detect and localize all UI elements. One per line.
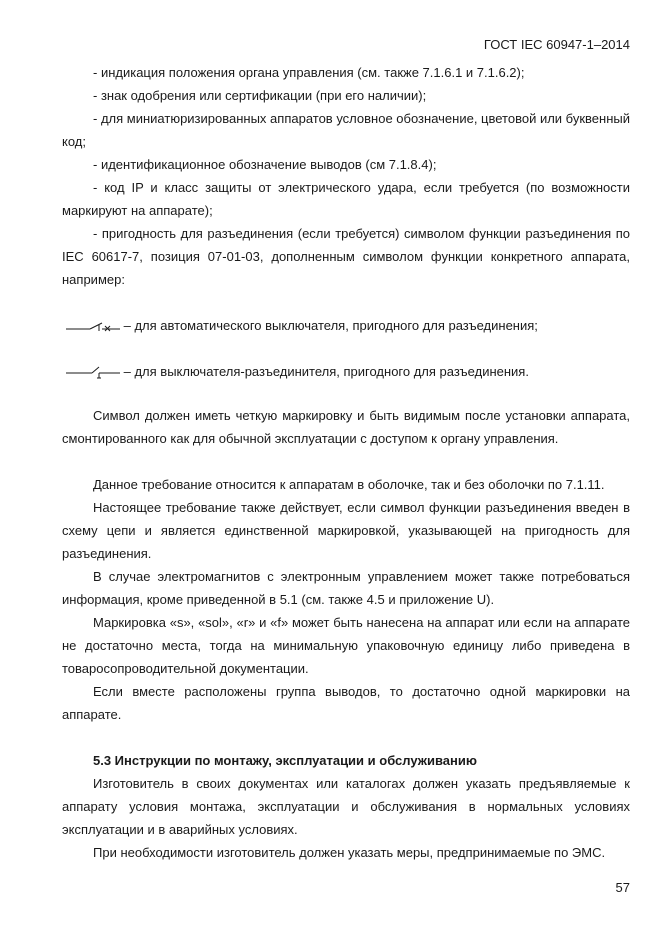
- list-item: - для миниатюризированных аппаратов условное обозначение, цветовой или буквенный код;: [62, 111, 630, 149]
- list-item: - знак одобрения или сертификации (при его наличии);: [93, 88, 427, 103]
- symbol-caption: – для выключателя-разъединителя, пригодного для разъединения.: [123, 364, 529, 380]
- circuit-breaker-isolation-icon: [66, 319, 120, 333]
- body-paragraph: Данное требование относится к аппаратам в оболочке, так и без оболочки по 7.1.11.: [93, 477, 605, 492]
- body-paragraph: Если вместе расположены группа выводов, то достаточно одной маркировки на аппарате.: [62, 684, 630, 722]
- symbol-line-circuit-breaker: [66, 313, 634, 337]
- body-paragraph: Настоящее требование также действует, если символ функции разъединения введен в схему цепи и является единственной маркировкой, указывающей на пригодность для разъединения.: [62, 500, 630, 561]
- standard-designation: ГОСТ IEC 60947-1–2014: [483, 37, 630, 52]
- section-paragraph: При необходимости изготовитель должен указать меры, предпринимаемые по ЭМС.: [93, 845, 606, 860]
- list-item: - код IP и класс защиты от электрического удара, если требуется (по возможности маркируют на аппарате);: [62, 180, 630, 218]
- switch-disconnector-icon: [66, 365, 120, 379]
- section-paragraph: Изготовитель в своих документах или каталогах должен указать предъявляемые к аппарату условия монтажа, эксплуатации и обслуживания в нормальных условиях эксплуатации и в аварийных условиях.: [62, 776, 630, 837]
- symbol-line-switch-disconnector: [66, 359, 634, 383]
- list-item: - пригодность для разъединения (если требуется) символом функции разъединения по IEC 60617-7, позиция 07-01-03, дополненным символом функции конкретного аппарата, например:: [62, 226, 630, 287]
- section-heading: 5.3 Инструкции по монтажу, эксплуатации и обслуживанию: [93, 753, 477, 768]
- page-number: 57: [615, 880, 630, 895]
- body-paragraph: Символ должен иметь четкую маркировку и быть видимым после установки аппарата, смонтированного как для обычной эксплуатации с доступом к органу управления.: [62, 408, 630, 446]
- body-paragraph: В случае электромагнитов с электронным управлением может также потребоваться информация, кроме приведенной в 5.1 (см. также 4.5 и приложение U).: [62, 569, 630, 607]
- list-item: - индикация положения органа управления (см. также 7.1.6.1 и 7.1.6.2);: [93, 65, 525, 80]
- list-item: - идентификационное обозначение выводов (см 7.1.8.4);: [93, 157, 437, 172]
- symbol-caption: – для автоматического выключателя, пригодного для разъединения;: [123, 318, 538, 334]
- body-paragraph: Маркировка «s», «sol», «r» и «f» может быть нанесена на аппарат или если на аппарате не достаточно места, тогда на минимальную упаковочную единицу либо приведена в товаросопроводительной документации.: [62, 615, 630, 676]
